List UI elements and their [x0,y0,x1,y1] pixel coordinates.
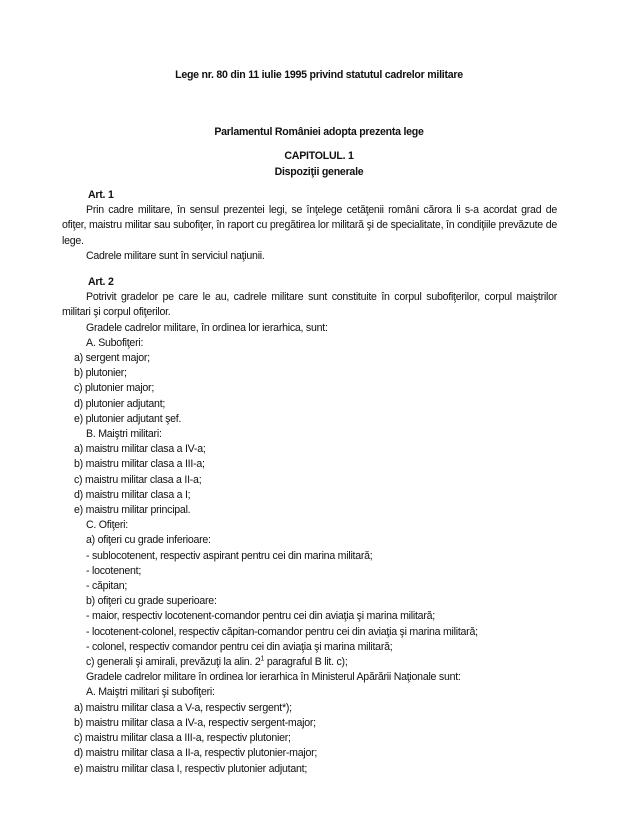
section-c-subheading-b: b) ofiţeri cu grade superioare: [86,595,217,608]
list-item: c) maistru militar clasa a III-a, respectiv plutonier; [74,732,291,745]
section-a-heading: A. Subofiţeri: [86,336,144,349]
section-c-subheading-c [62,655,557,670]
list-item: - sublocotenent, respectiv aspirant pentru cei din marina militară; [86,549,373,562]
law-subtitle: Parlamentul României adopta prezenta lege [214,126,424,138]
list-item: e) plutonier adjutant şef. [74,412,182,425]
list-item: e) maistru militar principal. [74,504,191,517]
list-item: b) maistru militar clasa a IV-a, respectiv sergent-major; [74,716,316,729]
list-item: e) maistru militar clasa I, respectiv plutonier adjutant; [74,762,308,775]
article-1-paragraph-2: Cadrele militare sunt în serviciul naţiunii. [86,249,265,262]
list-item: d) maistru militar clasa a II-a, respectiv plutonier-major; [74,747,318,760]
subheading-c-text: c) generali şi amirali, prevăzuţi la alin. 2 [86,656,261,669]
section-b-heading: B. Maiştri militari: [86,428,162,441]
chapter-title: Dispoziţii generale [274,166,364,178]
list-item: c) maistru militar clasa a II-a; [74,473,202,486]
chapter-number: CAPITOLUL. 1 [284,150,354,162]
list-item: a) maistru militar clasa a IV-a; [74,443,206,456]
mapn-section-a-heading: A. Maiştri militari şi subofiţeri: [86,686,215,699]
section-c-heading: C. Ofiţeri: [86,519,128,532]
list-item: b) plutonier; [74,367,127,380]
list-item: c) plutonier major; [74,382,155,395]
list-item: a) sergent major; [74,352,150,365]
article-2 [62,275,557,777]
superscript-number: 1 [260,655,265,663]
list-item: - locotenent; [86,564,142,577]
article-2-intro: Gradele cadrelor militare, în ordinea lor ierarhica, sunt: [86,321,328,334]
article-1-heading: Art. 1 [88,189,114,201]
article-2-heading: Art. 2 [88,276,114,288]
article-2-paragraph-1: Potrivit gradelor pe care le au, cadrele militare sunt constituite în corpul subofiţerilor, corpul maiştrilor militari şi corpul ofiţerilor. [62,291,557,319]
section-c-subheading-a: a) ofiţeri cu grade inferioare: [86,534,211,547]
law-title: Lege nr. 80 din 11 iulie 1995 privind statutul cadrelor militare [175,69,463,81]
article-1 [62,188,557,264]
list-item: d) plutonier adjutant; [74,397,166,410]
list-item: a) maistru militar clasa a V-a, respectiv sergent*); [74,701,292,714]
article-1-paragraph-1: Prin cadre militare, în sensul prezentei legi, se înţelege cetăţenii români cărora li s-a acordat grad de ofiţer, maistru militar sau subofiţer, în raport cu pregătirea lor militară şi de specialitate, în condiţiile prevăzute de lege. [62,204,557,247]
subheading-c-text-end: paragraful B lit. c); [264,656,348,669]
list-item: - colonel, respectiv comandor pentru cei din aviaţia şi marina militară; [86,640,393,653]
list-item: - căpitan; [86,580,128,593]
list-item: - locotenent-colonel, respectiv căpitan-comandor pentru cei din aviaţia şi marina militară; [86,625,478,638]
mapn-intro: Gradele cadrelor militare în ordinea lor ierarhica în Ministerul Apărării Naţionale sunt: [86,671,461,684]
list-item: d) maistru militar clasa a I; [74,488,191,501]
list-item: - maior, respectiv locotenent-comandor pentru cei din aviaţia şi marina militară; [86,610,435,623]
list-item: b) maistru militar clasa a III-a; [74,458,205,471]
